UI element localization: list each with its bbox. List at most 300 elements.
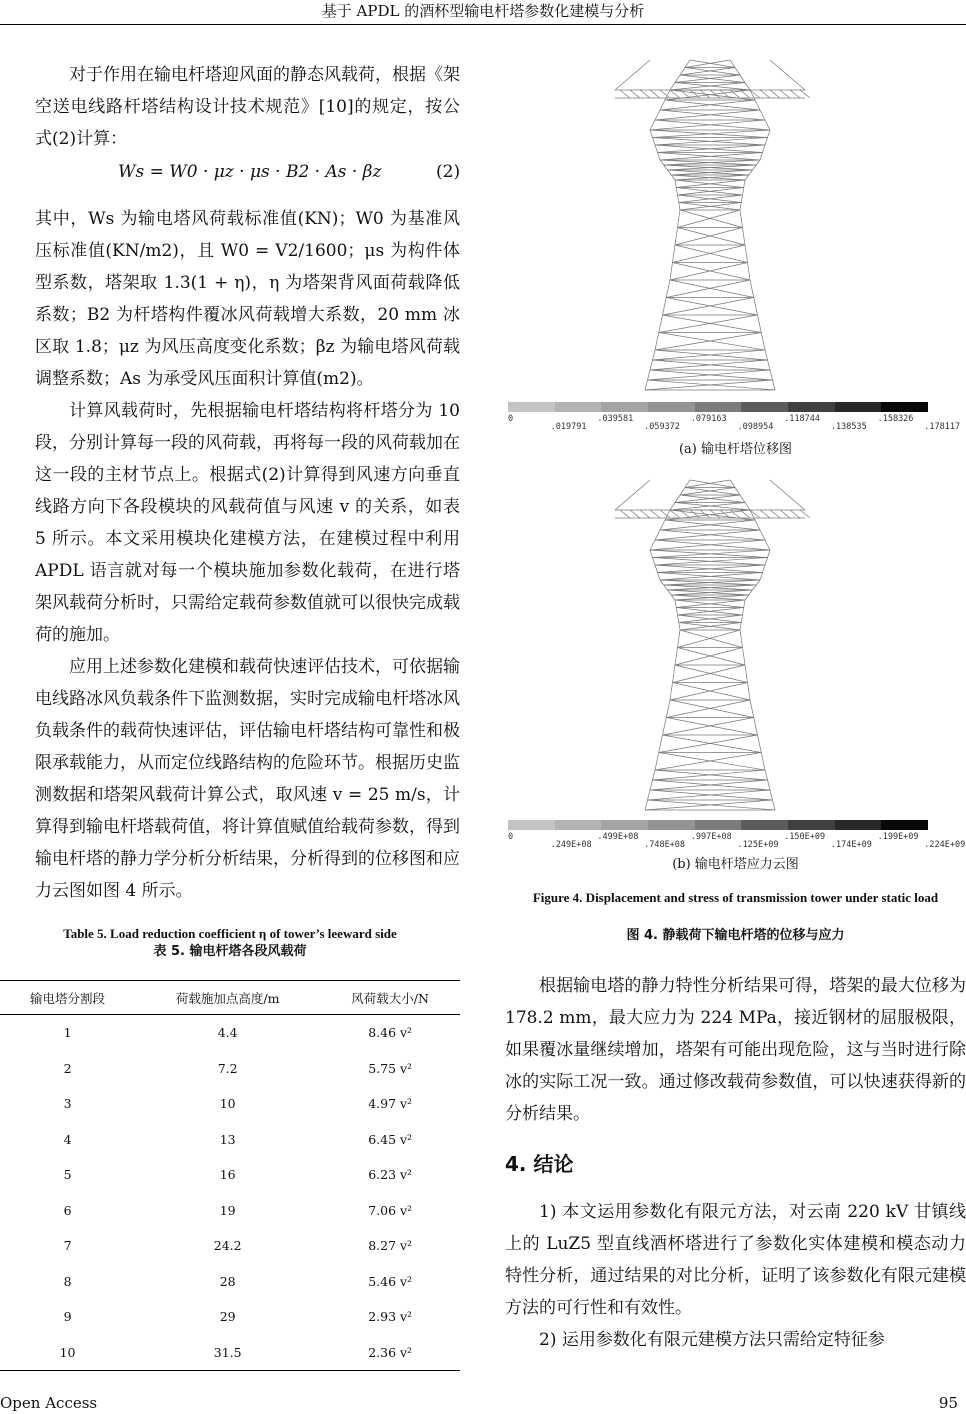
tower-member bbox=[758, 315, 762, 333]
tower-member bbox=[653, 770, 656, 780]
paragraph: 根据输电塔的静力特性分析结果可得，塔架的最大位移为 178.2 mm，最大应力为 224 MPa，接近钢材的屈服极限，如果覆冰量继续增加，塔架有可能出现危险，这与当时进行除冰的实际工况一致。通过修改载荷参数值，可以快速获得新的分析结果。 bbox=[505, 976, 966, 1124]
tower-member bbox=[748, 263, 751, 281]
page-number: 95 bbox=[938, 1394, 958, 1412]
tower-member bbox=[675, 75, 680, 83]
section-heading: 4. 结论 bbox=[505, 1152, 574, 1176]
color-bar-segment bbox=[835, 402, 882, 412]
tower-member bbox=[675, 228, 743, 246]
tower-member bbox=[671, 595, 675, 600]
formula-number: (2) bbox=[436, 162, 461, 182]
table-cell: 8.46 v² bbox=[368, 1025, 413, 1041]
color-bar-label: .224E+09 bbox=[924, 840, 966, 850]
tower-member bbox=[755, 520, 760, 530]
stress-color-bar bbox=[508, 820, 928, 830]
tower-member bbox=[744, 600, 745, 608]
tower-member bbox=[659, 735, 663, 753]
tower-member bbox=[760, 530, 765, 540]
tower-member bbox=[670, 280, 754, 298]
tower-member bbox=[670, 263, 748, 281]
column-header: 输电塔分割段 bbox=[0, 981, 135, 1015]
tower-member bbox=[658, 573, 661, 581]
table-cell: 24.2 bbox=[213, 1238, 242, 1254]
tower-member bbox=[773, 380, 776, 390]
table-row bbox=[0, 1299, 460, 1335]
tower-member bbox=[685, 60, 690, 68]
tower-member bbox=[659, 315, 663, 333]
tower-member bbox=[670, 83, 745, 91]
right-column-conclusions bbox=[505, 1196, 966, 1356]
tower-member bbox=[664, 585, 668, 590]
table-cell: 7.2 bbox=[217, 1060, 238, 1076]
tower-member bbox=[668, 590, 672, 595]
tower-member bbox=[770, 60, 805, 90]
color-bar-label: .150E+09 bbox=[784, 832, 826, 842]
tower-member bbox=[675, 648, 743, 666]
tower-member bbox=[763, 145, 766, 153]
tower-member bbox=[653, 350, 656, 360]
tower-member bbox=[680, 495, 745, 503]
tower-member bbox=[680, 210, 743, 228]
tower-member bbox=[800, 90, 810, 98]
tower-member bbox=[740, 495, 745, 503]
tower-member bbox=[666, 700, 670, 718]
tower-member bbox=[740, 90, 750, 98]
table-cell: 28 bbox=[219, 1273, 236, 1289]
tower-member bbox=[768, 130, 771, 138]
tower-member bbox=[655, 530, 660, 540]
tower-member bbox=[673, 665, 676, 683]
tower-member bbox=[770, 90, 780, 98]
table-cell: 2.36 v² bbox=[320, 1335, 460, 1371]
color-bar-segment bbox=[648, 820, 695, 830]
table-row bbox=[0, 1264, 460, 1300]
tower-member bbox=[760, 510, 770, 518]
tower-member bbox=[659, 753, 765, 771]
color-bar-segment bbox=[835, 820, 882, 830]
column-header: 荷载施加点高度/m bbox=[135, 981, 320, 1015]
table-cell: 7 bbox=[63, 1238, 72, 1254]
tower-member bbox=[750, 90, 755, 100]
tower-member bbox=[659, 735, 758, 753]
table-cell: 10 bbox=[0, 1335, 135, 1371]
tower-member bbox=[740, 623, 741, 631]
tower-member bbox=[768, 550, 771, 558]
paragraph: 2) 运用参数化有限元建模方法只需给定特征参 bbox=[539, 1330, 885, 1350]
tower-member bbox=[650, 130, 653, 138]
tower-member bbox=[655, 110, 660, 120]
tower-member bbox=[758, 735, 762, 753]
tower-member bbox=[761, 333, 765, 351]
paragraph: 1) 本文运用参数化有限元方法，对云南 220 kV 甘镇线上的 LuZ5 型直线酒杯塔进行了参数化实体建模和模态动力特性分析，通过结果的对比分析，证明了该参数化有限元建模方法的可行性和有效性。 bbox=[505, 1202, 966, 1318]
tower-member bbox=[675, 600, 676, 608]
tower-member bbox=[680, 90, 690, 98]
tower-member bbox=[660, 510, 670, 518]
tower-member bbox=[640, 510, 650, 518]
table-cell: 4.97 v² bbox=[368, 1096, 413, 1112]
table-row bbox=[0, 1051, 460, 1087]
tower-member bbox=[750, 90, 760, 98]
tower-member bbox=[663, 298, 667, 316]
tower-member bbox=[745, 503, 750, 511]
tower-member bbox=[743, 228, 746, 246]
tower-member bbox=[620, 510, 630, 518]
tower-member bbox=[650, 360, 653, 370]
color-bar-label: .748E+08 bbox=[644, 840, 686, 850]
tower-member bbox=[640, 90, 650, 98]
tower-member bbox=[655, 120, 770, 130]
figure-b-caption: (b) 输电杆塔应力云图 bbox=[672, 857, 799, 872]
tower-member bbox=[663, 298, 754, 316]
tower-member bbox=[680, 488, 735, 496]
tower-member bbox=[653, 558, 656, 566]
tower-member bbox=[748, 683, 751, 701]
color-bar-label: 0 bbox=[508, 414, 514, 424]
tower-member bbox=[765, 770, 768, 780]
formula: Ws = W0 · μz · μs · B2 · As · βz bbox=[118, 162, 382, 182]
tower-member bbox=[760, 573, 763, 581]
color-bar-label: 0 bbox=[508, 832, 514, 842]
figure-caption-en: Figure 4. Displacement and stress of transmission tower under static load bbox=[532, 890, 939, 905]
table-row bbox=[0, 1086, 460, 1122]
table-row bbox=[0, 1193, 460, 1229]
tower-member bbox=[670, 263, 673, 281]
running-header: 基于 APDL 的酒杯型输电杆塔参数化建模与分析 bbox=[321, 2, 645, 20]
tower-member bbox=[760, 110, 765, 120]
color-bar-segment bbox=[788, 820, 835, 830]
tower-member bbox=[749, 590, 753, 595]
tower-member bbox=[670, 83, 675, 91]
tower-member bbox=[675, 75, 740, 83]
color-bar-segment bbox=[741, 402, 788, 412]
tower-member bbox=[655, 565, 658, 573]
color-bar-label: .249E+08 bbox=[550, 840, 592, 850]
color-bar-segment bbox=[508, 820, 555, 830]
tower-member bbox=[678, 648, 746, 666]
table-cell: 7.06 v² bbox=[368, 1202, 413, 1218]
color-bar-segment bbox=[508, 402, 555, 412]
color-bar-segment bbox=[881, 402, 928, 412]
tower-member bbox=[665, 520, 760, 530]
tower-member bbox=[655, 753, 761, 771]
tower-member bbox=[768, 780, 771, 790]
table-row bbox=[0, 1157, 460, 1193]
tower-member bbox=[655, 333, 761, 351]
tower-member bbox=[665, 510, 750, 520]
tower-member bbox=[685, 68, 740, 76]
tower-member bbox=[756, 580, 760, 585]
color-bar-segment bbox=[695, 820, 742, 830]
tower-member bbox=[745, 175, 749, 180]
table-cell: 2.93 v² bbox=[368, 1309, 413, 1325]
color-bar-label: .158326 bbox=[877, 414, 914, 424]
tower-member bbox=[679, 203, 680, 211]
table-cell: 4.4 bbox=[217, 1025, 238, 1041]
color-bar-label: .138535 bbox=[830, 422, 867, 432]
left-column bbox=[35, 59, 460, 155]
tower-member bbox=[750, 510, 755, 520]
table-cell: 6 bbox=[63, 1202, 72, 1218]
tower-member bbox=[670, 683, 673, 701]
paragraph: 应用上述参数化建模和载荷快速评估技术，可依据输电线路冰风负载条件下监测数据，实时完成输电杆塔冰风负载条件的载荷快速评估，评估输电杆塔结构可靠性和极限承载能力，从而定位线路结构的危险环节。根据历史监测数据和塔架风载荷计算公式，取风速 v = 25 m/s，计算得到输电杆塔载荷值，将计算值赋值给载荷参数，得到输电杆塔的静力学分析分析结果，分析得到的位移图和应力云图如图 4 所示。 bbox=[35, 657, 460, 901]
tower-member bbox=[663, 315, 762, 333]
left-column-body bbox=[35, 203, 460, 907]
table-cell: 4 bbox=[63, 1131, 72, 1147]
color-bar-label: .199E+09 bbox=[877, 832, 919, 842]
color-bar-label: .098954 bbox=[737, 422, 774, 432]
tower-member bbox=[665, 90, 750, 100]
displacement-tower-image bbox=[560, 50, 860, 395]
tower-member bbox=[680, 68, 685, 76]
tower-member bbox=[678, 210, 681, 228]
tower-member bbox=[660, 90, 670, 98]
tower-member bbox=[680, 510, 690, 518]
table-cell: 8.27 v² bbox=[368, 1238, 413, 1254]
tower-member bbox=[655, 753, 659, 771]
tower-member bbox=[780, 510, 790, 518]
table-caption-en: Table 5. Load reduction coefficient η of tower’s leeward side bbox=[63, 926, 397, 941]
tower-member bbox=[675, 245, 748, 263]
tower-member bbox=[770, 370, 773, 380]
table-cell: 9 bbox=[63, 1309, 72, 1325]
tower-member bbox=[685, 480, 730, 488]
tower-member bbox=[740, 630, 743, 648]
table-caption-zh: 表 5. 输电杆塔各段风载荷 bbox=[153, 944, 307, 959]
footer-journal: Open Access bbox=[0, 1394, 98, 1412]
tower-member bbox=[770, 790, 773, 800]
color-bar-segment bbox=[695, 402, 742, 412]
tower-member bbox=[675, 83, 750, 91]
tower-member bbox=[740, 75, 745, 83]
tower-member bbox=[620, 90, 630, 98]
color-bar-label: .997E+08 bbox=[690, 832, 732, 842]
tower-member bbox=[749, 170, 753, 175]
tower-member bbox=[673, 683, 751, 701]
tower-member bbox=[660, 100, 665, 110]
tower-member bbox=[668, 170, 672, 175]
table-cell: 5 bbox=[63, 1167, 72, 1183]
tower-member bbox=[743, 608, 744, 616]
tower-member bbox=[664, 165, 668, 170]
tower-member bbox=[680, 75, 745, 83]
tower-member bbox=[735, 68, 740, 76]
tower-member bbox=[680, 488, 685, 496]
tower-member bbox=[666, 280, 670, 298]
tower-member bbox=[780, 90, 790, 98]
tower-member bbox=[745, 665, 748, 683]
tower-member bbox=[678, 630, 741, 648]
tower-member bbox=[658, 153, 661, 161]
tower-member bbox=[650, 540, 765, 550]
table-cell: 5.46 v² bbox=[368, 1273, 413, 1289]
tower-member bbox=[730, 480, 735, 488]
color-bar-label: .174E+09 bbox=[830, 840, 872, 850]
tower-member bbox=[673, 245, 676, 263]
tower-member bbox=[750, 700, 754, 718]
tower-member bbox=[744, 180, 745, 188]
tower-member bbox=[754, 298, 758, 316]
table-cell: 13 bbox=[219, 1131, 236, 1147]
tower-member bbox=[800, 510, 810, 518]
tower-member bbox=[745, 245, 748, 263]
tower-member bbox=[765, 350, 768, 360]
tower-member bbox=[685, 60, 730, 68]
tower-member bbox=[690, 60, 735, 68]
tower-member bbox=[675, 495, 680, 503]
table-cell: 29 bbox=[219, 1309, 236, 1325]
tower-member bbox=[678, 615, 679, 623]
table-cell: 31.5 bbox=[135, 1335, 320, 1371]
tower-member bbox=[741, 615, 742, 623]
tower-member bbox=[650, 90, 660, 98]
color-bar-segment bbox=[788, 402, 835, 412]
tower-member bbox=[685, 488, 740, 496]
color-bar-segment bbox=[601, 402, 648, 412]
tower-member bbox=[653, 138, 656, 146]
tower-member bbox=[670, 683, 748, 701]
paragraph: 对于作用在输电杆塔迎风面的静态风载荷，根据《架空送电线路杆塔结构设计技术规范》[10]的规定，按公式(2)计算： bbox=[35, 65, 460, 149]
tower-member bbox=[690, 480, 735, 488]
table-cell: 6.45 v² bbox=[368, 1131, 413, 1147]
tower-member bbox=[753, 585, 757, 590]
displacement-color-bar bbox=[508, 402, 928, 412]
table-row bbox=[0, 1335, 460, 1371]
tower-member bbox=[680, 630, 743, 648]
tower-member bbox=[675, 648, 678, 666]
tower-member bbox=[755, 100, 760, 110]
tower-member bbox=[660, 100, 755, 110]
tower-member bbox=[675, 228, 678, 246]
right-column bbox=[505, 970, 966, 1130]
tower-member bbox=[750, 510, 760, 518]
tower-member bbox=[660, 160, 664, 165]
tower-member bbox=[663, 718, 754, 736]
tower-member bbox=[768, 360, 771, 370]
tower-member bbox=[740, 510, 750, 518]
tower-member bbox=[670, 700, 754, 718]
tower-member bbox=[753, 165, 757, 170]
color-bar-label: .059372 bbox=[644, 422, 680, 432]
tower-member bbox=[678, 630, 681, 648]
figure-a-caption: (a) 输电杆塔位移图 bbox=[678, 442, 793, 457]
header-rule bbox=[0, 24, 966, 25]
tower-member bbox=[745, 595, 749, 600]
tower-member bbox=[745, 83, 750, 91]
tower-member bbox=[761, 753, 765, 771]
tower-member bbox=[675, 180, 676, 188]
color-bar-label: .079163 bbox=[690, 414, 727, 424]
tower-member bbox=[675, 495, 740, 503]
table-row bbox=[0, 1122, 460, 1158]
table-cell: 3 bbox=[63, 1096, 72, 1112]
color-bar-segment bbox=[555, 820, 602, 830]
tower-member bbox=[650, 780, 653, 790]
tower-member bbox=[648, 370, 651, 380]
tower-member bbox=[754, 718, 758, 736]
tower-member bbox=[743, 188, 744, 196]
tower-member bbox=[645, 380, 648, 390]
color-bar-segment bbox=[648, 402, 695, 412]
tower-member bbox=[685, 480, 690, 488]
tower-member bbox=[741, 195, 742, 203]
table-cell: 1 bbox=[63, 1025, 72, 1041]
tower-member bbox=[678, 210, 741, 228]
tower-member bbox=[655, 110, 760, 120]
table-row bbox=[0, 1015, 460, 1051]
table-cell: 8 bbox=[63, 1273, 72, 1289]
tower-member bbox=[630, 510, 640, 518]
load-table bbox=[0, 980, 460, 1371]
tower-member bbox=[650, 510, 660, 518]
tower-member bbox=[763, 565, 766, 573]
tower-member bbox=[655, 333, 659, 351]
tower-member bbox=[790, 90, 800, 98]
figure-caption-zh: 图 4. 静载荷下输电杆塔的位移与应力 bbox=[626, 928, 845, 943]
tower-member bbox=[666, 718, 757, 736]
tower-member bbox=[673, 665, 746, 683]
tower-member bbox=[743, 648, 746, 666]
tower-member bbox=[678, 228, 746, 246]
tower-member bbox=[765, 540, 770, 550]
color-bar-label: .178117 bbox=[924, 422, 961, 432]
tower-member bbox=[765, 558, 768, 566]
tower-member bbox=[650, 120, 655, 130]
color-bar-label: .118744 bbox=[784, 414, 821, 424]
tower-member bbox=[615, 60, 650, 90]
tower-member bbox=[760, 90, 770, 98]
tower-member bbox=[765, 138, 768, 146]
tower-member bbox=[615, 480, 650, 510]
tower-member bbox=[650, 540, 655, 550]
tower-member bbox=[675, 665, 748, 683]
tower-member bbox=[666, 298, 757, 316]
tower-member bbox=[760, 153, 763, 161]
tower-member bbox=[740, 210, 743, 228]
tower-member bbox=[735, 488, 740, 496]
tower-member bbox=[673, 245, 746, 263]
tower-member bbox=[650, 120, 765, 130]
tower-member bbox=[660, 110, 765, 120]
paragraph: 其中，Ws 为输电塔风荷载标准值(KN)；W0 为基准风压标准值(KN/m2)，且 W0 = V2/1600；μs 为构件体型系数，塔架取 1.3(1 + η)，η 为塔架背风面荷载降低系数；B2 为杆塔构件覆冰风荷载增大系数，20 mm 冰区取 1.8；μz 为风压高度变化系数；βz 为输电塔风荷载调整系数；As 为承受风压面积计算值(m2)。 bbox=[35, 209, 460, 389]
column-header: 风荷载大小/N bbox=[320, 981, 460, 1015]
color-bar-label: .125E+09 bbox=[737, 840, 779, 850]
table-cell: 2 bbox=[63, 1060, 72, 1076]
table-cell: 6.23 v² bbox=[368, 1167, 413, 1183]
color-bar-segment bbox=[741, 820, 788, 830]
tower-member bbox=[660, 520, 755, 530]
tower-member bbox=[645, 800, 648, 810]
tower-member bbox=[663, 718, 667, 736]
tower-member bbox=[663, 735, 762, 753]
color-bar-label: .499E+08 bbox=[597, 832, 639, 842]
tower-member bbox=[659, 333, 765, 351]
color-bar-label: .019791 bbox=[550, 422, 587, 432]
table-cell: 5.75 v² bbox=[368, 1060, 413, 1076]
tower-member bbox=[673, 263, 751, 281]
table-cell: 16 bbox=[219, 1167, 236, 1183]
color-bar-segment bbox=[555, 402, 602, 412]
tower-member bbox=[659, 315, 758, 333]
tower-member bbox=[676, 608, 677, 616]
tower-member bbox=[666, 700, 750, 718]
table-row bbox=[0, 1228, 460, 1264]
tower-member bbox=[730, 60, 735, 68]
tower-member bbox=[660, 530, 765, 540]
color-bar-segment bbox=[881, 820, 928, 830]
tower-member bbox=[630, 90, 640, 98]
color-bar-segment bbox=[601, 820, 648, 830]
tower-member bbox=[773, 800, 776, 810]
tower-member bbox=[670, 503, 745, 511]
